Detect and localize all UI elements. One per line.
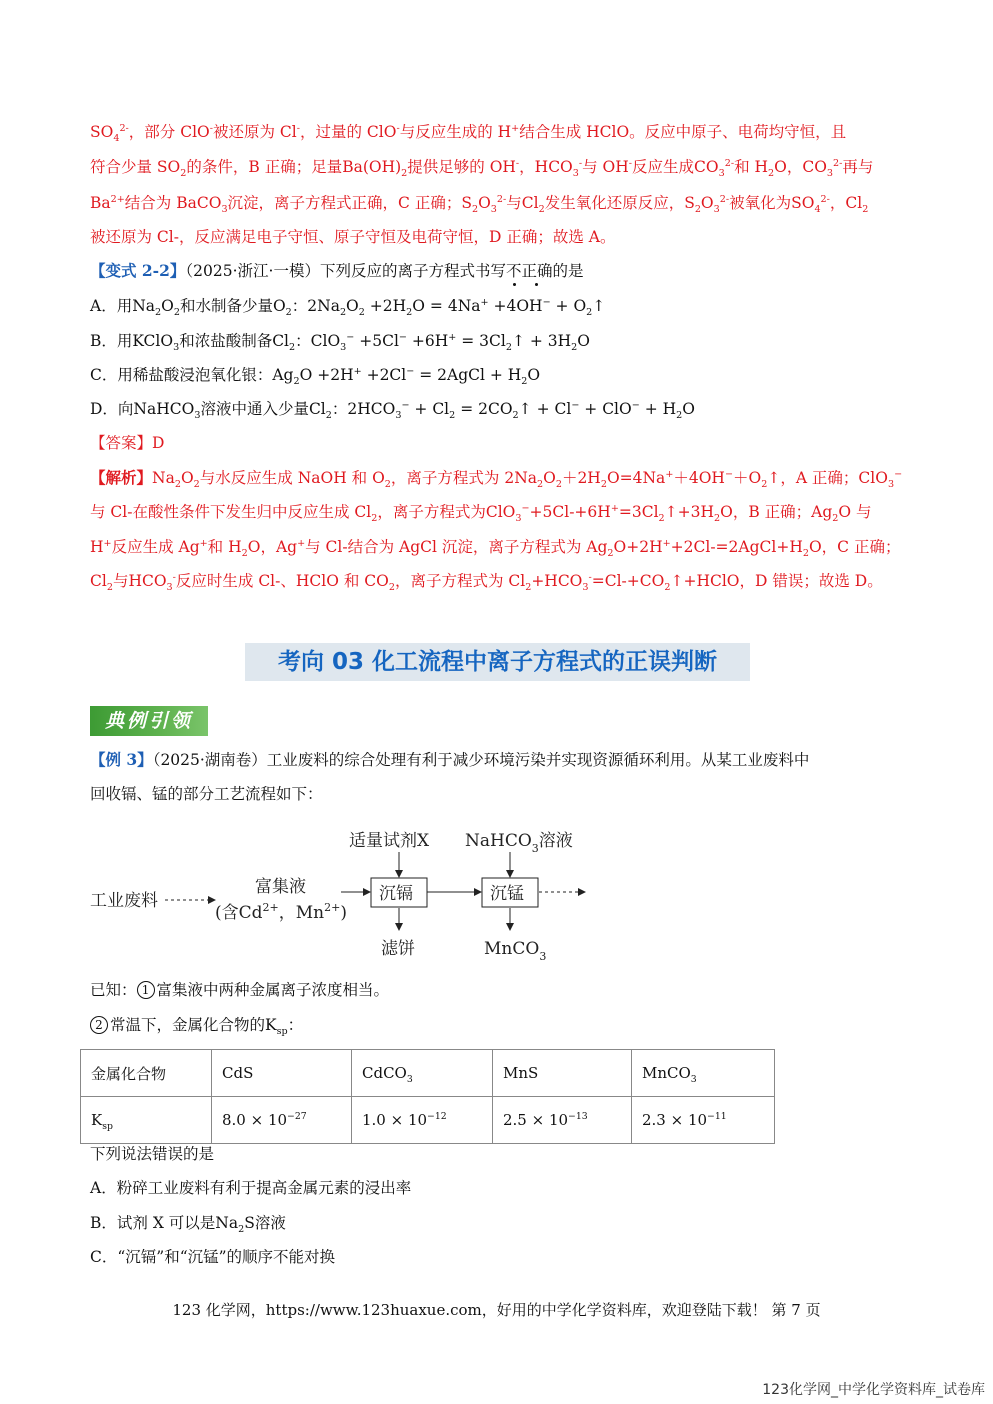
text-span: 结合为 BaCO: [124, 194, 222, 212]
section-heading: 考向 03 化工流程中离子方程式的正误判断: [245, 643, 750, 681]
text-span: ＋O: [733, 469, 762, 487]
text-span: O 与: [838, 503, 872, 521]
text-span: ↑ + 3H: [511, 332, 572, 350]
example-badge: 典例引领: [90, 706, 208, 736]
text-span: ：ClO: [295, 332, 341, 350]
text-span: =Cl-+CO: [591, 572, 665, 590]
manganese-box-label: 沉锰: [490, 884, 524, 904]
superscript: −27: [287, 1111, 307, 1122]
subscript: 3: [690, 1074, 697, 1085]
text-span: =3Cl: [618, 503, 659, 521]
analysis-line-3: $Ba^{2+}$结合为 BaCO$_3$沉淀，离子方程式正确，C 正确；$S_2O_3^{2-}$与$Cl_2$发生氧化还原反应，$S_2O_3^{2-}$被氧化为$SO_4^{2-}$，$Cl_2$: [90, 193, 869, 216]
filter-cake-label: 滤饼: [381, 939, 415, 959]
emphasis-dot: 正确: [521, 262, 553, 280]
table-header-cell: MnS: [493, 1050, 632, 1097]
text-span: ↑ + Cl: [518, 400, 572, 418]
text-span: ↑: [592, 297, 606, 315]
text-span: O: [346, 297, 359, 315]
text-span: = 2CO: [455, 400, 513, 418]
answer-line: 【答案】D: [90, 434, 165, 452]
text-span: 和 H: [207, 538, 242, 556]
text-span: 与 Cl-结合为 AgCl 沉淀，离子方程式为 Ag: [305, 538, 608, 556]
text-span: + Cl: [409, 400, 450, 418]
text-span: O: [180, 469, 194, 487]
text-span: C．用稀盐酸浸泡氧化银：Ag: [90, 366, 294, 384]
text-span: K: [91, 1111, 103, 1129]
analysis-tag: 【解析】: [90, 468, 153, 487]
text-span: O: [478, 194, 491, 212]
text-span: Na: [152, 469, 175, 487]
subscript: 2: [238, 1224, 245, 1236]
text-span: 结合生成 HClO。反应中原子、电荷均守恒，且: [519, 123, 847, 141]
text-span: ＋4OH: [673, 469, 725, 487]
text-span: 符合少量 SO: [90, 158, 181, 176]
text-span: O: [577, 332, 590, 350]
question-stem: 下列说法错误的是: [90, 1145, 215, 1163]
text-span: 与反应生成的 H: [399, 123, 512, 141]
rich-liquid-contents: (含$Cd^{2+}$，$Mn^{2+}$): [215, 901, 347, 923]
example-tag: 【例 3】: [90, 750, 153, 769]
text-span: ，离子方程式为ClO: [377, 503, 516, 521]
text-span: + H: [639, 400, 677, 418]
text-span: CdCO: [362, 1064, 407, 1082]
page-footer: 123 化学网，https://www.123huaxue.com，好用的中学化学资料库，欢迎登陆下载！ 第 7 页: [172, 1301, 821, 1319]
text-span: H: [90, 538, 104, 556]
text-span: D．向NaHCO: [90, 400, 195, 418]
text-span: 2.3 × 10: [642, 1111, 708, 1129]
text-span: ＋2H: [561, 469, 601, 487]
superscript: −11: [707, 1111, 727, 1122]
text-span: 被氧化为SO: [729, 194, 815, 212]
text-span: O +2H: [299, 366, 354, 384]
text-span: 再与: [842, 158, 874, 176]
text-span: O: [543, 469, 556, 487]
text-span: + ClO: [579, 400, 632, 418]
subscript: 3: [406, 1074, 413, 1085]
text-span: ，离子方程式为 Cl: [394, 572, 526, 590]
known-line-1: [90, 980, 389, 1000]
text-span: ，离子方程式为 2Na: [390, 469, 537, 487]
option-d: D．向NaHCO$_3$溶液中通入少量$Cl_2$：$2HCO_3^- + Cl_2$ = $2CO_2↑ + Cl^- + ClO^- + H_2O$: [90, 399, 695, 422]
variant-tag: 【变式 2-2】: [90, 261, 186, 280]
table-header-cell: [352, 1050, 493, 1097]
text-span: Cl: [90, 572, 107, 590]
text-span: O: [700, 194, 714, 212]
text-span: +5Cl-+6H: [529, 503, 611, 521]
text-span: 已知：: [90, 981, 137, 999]
variant-question: [90, 261, 584, 281]
analysis-line-1: $SO_4^{2-}$，部分 ClO-被还原为 Cl-，过量的 ClO-与反应生成的 H+结合生成 HClO。反应中原子、电荷均守恒，且: [90, 122, 847, 145]
text-span: ，Cl: [829, 194, 863, 212]
table-cell: [352, 1097, 493, 1144]
subscript: sp: [276, 1026, 288, 1038]
text-span: 1.0 × 10: [362, 1111, 428, 1129]
text-span: O: [161, 297, 174, 315]
text-span: 和水制备少量O: [179, 297, 286, 315]
waste-label: 工业废料: [90, 891, 158, 911]
text-span: （2025·湖南卷）工业废料的综合处理有利于减少环境污染并实现资源循环利用。从某工业废料中: [152, 751, 810, 769]
text-span: ：: [287, 1016, 304, 1034]
text-span: 与水反应生成 NaOH 和 O: [199, 469, 385, 487]
text-span: S溶液: [244, 1214, 286, 1232]
text-span: 和 H: [734, 158, 769, 176]
text-span: 常温下，金属化合物的K: [110, 1016, 277, 1034]
variant-analysis-line-1: 【解析】$Na_2O_2$与水反应生成 NaOH 和 $O_2$，离子方程式为 $2Na_2O_2+2H_2O=4Na^++4OH^-+O_2↑$，A 正确；ClO$_3$−: [90, 468, 903, 491]
text-span: ：2Na: [291, 297, 340, 315]
text-span: 8.0 × 10: [222, 1111, 288, 1129]
nahco3-label: NaHCO$_3$溶液: [465, 831, 573, 855]
text-span: 和浓盐酸制备Cl: [179, 332, 290, 350]
variant-analysis-line-4: $Cl_2$与$HCO_3^-$反应时生成 Cl-、HClO 和 $CO_2$，离子方程式为 $Cl_2+HCO_3^-=Cl-+CO_2↑+HClO$，D 错误；故选 D。: [90, 571, 883, 594]
variant-analysis-line-3: H+反应生成 Ag+和 $H_2O$，Ag+与 Cl-结合为 AgCl 沉淀，离子方程式为 $Ag_2O+2H^++2Cl-=2AgCl+H_2O$，C 正确；: [90, 537, 901, 560]
text-span: 与 Cl-在酸性条件下发生归中反应生成 Cl: [90, 503, 372, 521]
text-span: O，Ag: [247, 538, 298, 556]
table-cell: [81, 1097, 212, 1144]
text-span: +2Cl: [361, 366, 407, 384]
table-cell: [632, 1097, 775, 1144]
reagent-x-label: 适量试剂X: [349, 831, 430, 851]
text-span: +2H: [364, 297, 407, 315]
text-span: +4OH: [488, 297, 543, 315]
text-span: 反应时生成 Cl-、HClO 和 CO: [175, 572, 389, 590]
text-span: O: [527, 366, 541, 384]
text-span: ，HCO: [519, 158, 573, 176]
option-a: A．用$Na_2O_2$和水制备少量$O_2$：$2Na_2O_2 +2H_2O = 4Na^+ +4OH^-$ + $O_2↑$: [90, 296, 606, 319]
watermark: 123化学网_中学化学资料库_试卷库: [762, 1382, 985, 1398]
text-span: +6H: [406, 332, 449, 350]
text-span: ↑+3H: [664, 503, 714, 521]
table-header-cell: 金属化合物: [81, 1050, 212, 1097]
text-span: = 2AgCl + H: [414, 366, 522, 384]
text-span: （2025·浙江·一模）下列反应的离子方程式书写: [185, 262, 506, 280]
text-span: ↑+HClO，D 错误；故选 D。: [670, 572, 883, 590]
subscript: sp: [102, 1121, 113, 1132]
rich-liquid-label: 富集液: [255, 877, 306, 897]
text-span: 与Cl: [506, 194, 539, 212]
option-b: B．用KClO$_3$和浓盐酸制备$Cl_2$：$ClO_3^- +5Cl^- +6H^+ = 3Cl_2↑ + 3H_2O$: [90, 331, 590, 354]
text-span: 与 OH: [582, 158, 629, 176]
text-span: 反应生成CO: [632, 158, 719, 176]
text-span: = 3Cl: [456, 332, 506, 350]
text-span: ↑，A 正确；ClO: [767, 469, 888, 487]
known-line-2: [90, 1015, 304, 1038]
circled-number: 2: [90, 1016, 108, 1034]
text-span: ，部分 ClO: [128, 123, 210, 141]
table-header-row: [81, 1050, 775, 1097]
cadmium-box-label: 沉镉: [379, 884, 413, 904]
table-cell: [212, 1097, 352, 1144]
circled-number: 1: [137, 981, 155, 999]
variant-analysis-line-2: 与 Cl-在酸性条件下发生归中反应生成 $Cl_2$，离子方程式为$ClO_3^-+5Cl-+6H^+=3Cl_2↑+3H_2O$，B 正确；$Ag_2O$ 与: [90, 502, 872, 525]
text-span: +2Cl-=2AgCl+H: [670, 538, 803, 556]
text-span: O，C 正确；: [808, 538, 901, 556]
mnco3-label: MnCO$_3$: [484, 939, 547, 963]
text-span: 被还原为 Cl: [213, 123, 297, 141]
emphasis-dot: 不: [505, 262, 522, 280]
text-span: Ba: [90, 194, 111, 212]
text-span: 与HCO: [112, 572, 167, 590]
text-span: 溶液中通入少量Cl: [200, 400, 326, 418]
text-span: 的条件，B 正确；足量Ba(OH): [186, 158, 402, 176]
text-span: 反应生成 Ag: [111, 538, 200, 556]
text-span: A．用Na: [90, 297, 155, 315]
option-c: C．用稀盐酸浸泡氧化银：$Ag_2O +2H^+ +2Cl^-$ = 2AgCl + $H_2O$: [90, 365, 541, 388]
text-span: 2.5 × 10: [503, 1111, 569, 1129]
table-row: [81, 1097, 775, 1144]
text-span: B．用KClO: [90, 332, 174, 350]
example-intro-line-2: 回收镉、锰的部分工艺流程如下：: [90, 785, 323, 803]
text-span: O+2H: [613, 538, 663, 556]
analysis-line-2: 符合少量 $SO_2$的条件，B 正确；足量$Ba(OH)_2$提供足够的 OH-，$HCO_3^-$与 OH-反应生成$CO_3^{2-}$和 $H_2O$，$CO_3^{2-}$再与: [90, 157, 874, 180]
text-span: ：2HCO: [331, 400, 396, 418]
question-option-b: [90, 1213, 286, 1236]
text-span: +HCO: [531, 572, 583, 590]
question-option-c: C．“沉镉”和“沉锰”的顺序不能对换: [90, 1248, 336, 1266]
example-intro-line-1: [90, 750, 809, 770]
question-option-a: A．粉碎工业废料有利于提高金属元素的浸出率: [90, 1179, 412, 1197]
text-span: O，CO: [774, 158, 827, 176]
process-flow-diagram: [85, 822, 605, 972]
analysis-line-4: 被还原为 Cl-，反应满足电子守恒、原子守恒及电荷守恒，D 正确；故选 A。: [90, 228, 616, 246]
text-span: 沉淀，离子方程式正确，C 正确；S: [227, 194, 472, 212]
ksp-table: [80, 1049, 775, 1144]
text-span: 富集液中两种金属离子浓度相当。: [156, 981, 390, 999]
text-span: B．试剂 X 可以是Na: [90, 1214, 239, 1232]
text-span: 的是: [552, 262, 584, 280]
text-span: 发生氧化还原反应，S: [544, 194, 695, 212]
text-span: O=4Na: [606, 469, 666, 487]
superscript: −12: [427, 1111, 447, 1122]
text-span: O: [682, 400, 695, 418]
text-span: SO: [90, 123, 114, 141]
table-header-cell: [632, 1050, 775, 1097]
text-span: MnCO: [642, 1064, 691, 1082]
text-span: O = 4Na: [412, 297, 481, 315]
text-span: +5Cl: [354, 332, 399, 350]
table-cell: [493, 1097, 632, 1144]
superscript: −13: [568, 1111, 588, 1122]
text-span: 提供足够的 OH: [407, 158, 516, 176]
table-header-cell: CdS: [212, 1050, 352, 1097]
text-span: + O: [550, 297, 587, 315]
text-span: ，过量的 ClO: [300, 123, 397, 141]
text-span: O，B 正确；Ag: [720, 503, 833, 521]
